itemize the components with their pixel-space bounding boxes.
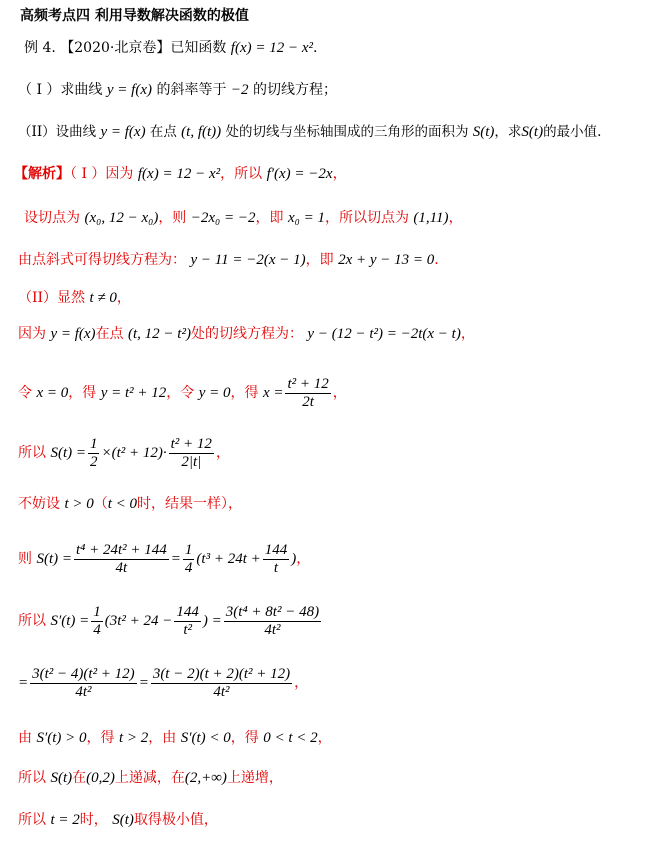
solution-text: ， [317, 730, 332, 746]
solution-text: 所以 [18, 770, 46, 786]
solution-text: ， [332, 385, 347, 401]
solution-formula: (3t² + 24 − [104, 613, 173, 629]
solution-line-5 [18, 324, 653, 344]
solution-formula: = [138, 675, 149, 691]
solution-line-11 [18, 664, 653, 702]
solution-text: ， [460, 326, 475, 342]
solution-formula: (t³ + 24t + [196, 551, 261, 567]
solution-formula: S′(t) < 0 [180, 730, 231, 746]
part2-text: 在点 [149, 124, 177, 140]
solution-text: 设切点为 [24, 210, 80, 226]
solution-formula: (t, 12 − t²) [128, 326, 191, 342]
solution-formula: ) [291, 551, 297, 567]
solution-text: 所以 [18, 445, 46, 461]
fraction [285, 376, 330, 411]
fraction-numerator: 1 [93, 603, 101, 620]
part2-text: （II）设曲线 [18, 124, 97, 140]
solution-formula: = [18, 675, 29, 691]
fraction-denominator: 2|t| [169, 453, 214, 471]
fraction-numerator: t² + 12 [287, 375, 329, 392]
part1-text: 的切线方程； [252, 82, 337, 98]
solution-text: （ I ）因为 [70, 166, 134, 182]
solution-formula: f(x) = 12 − x² [137, 166, 221, 182]
fraction-numerator: 144 [264, 541, 288, 558]
solution-formula: S(t) = [50, 445, 86, 461]
solution-formula: t = 2 [50, 812, 80, 828]
part2-formula: (t, f(t)) [181, 124, 222, 140]
solution-formula: x = [262, 385, 284, 401]
example-suffix: . [313, 40, 318, 56]
part2-formula: S(t) [521, 124, 544, 140]
solution-line-3 [18, 250, 653, 270]
fraction [88, 436, 100, 471]
solution-formula: = [170, 551, 181, 567]
solution-formula: t > 2 [118, 730, 149, 746]
solution-text: 上递减，在 [114, 770, 185, 786]
fraction-numerator: 3(t² − 4)(t² + 12) [32, 665, 135, 682]
solution-formula: y − 11 = −2(x − 1) [190, 252, 306, 268]
part1-text: 的斜率等于 [156, 82, 227, 98]
solution-text: 在点 [95, 326, 124, 342]
solution-formula: ×(t² + 12)· [101, 445, 167, 461]
solution-formula: S′(t) = [50, 613, 90, 629]
fraction [224, 604, 321, 639]
solution-text: （II）显然 [18, 290, 86, 306]
solution-text: 因为 [18, 326, 46, 342]
solution-text: ， [116, 290, 131, 306]
solution-text: ，所以 [220, 166, 263, 182]
solution-text: ， [448, 210, 463, 226]
solution-text: 时， [79, 812, 108, 828]
solution-formula: S′(t) > 0 [36, 730, 87, 746]
solution-text: 由 [18, 730, 32, 746]
solution-formula: (2,+∞) [184, 770, 227, 786]
solution-text: 时，结果一样）， [137, 496, 243, 512]
fraction [263, 542, 290, 577]
part2-formula: y = f(x) [100, 124, 146, 140]
fraction [30, 666, 137, 701]
solution-formula: (0,2) [86, 770, 115, 786]
example-formula: f(x) = 12 − x² [230, 40, 314, 56]
solution-text: . [434, 252, 439, 268]
solution-text: ， [296, 551, 311, 567]
fraction-denominator: 2t [285, 393, 330, 411]
fraction [174, 604, 201, 639]
solution-formula: y = 0 [198, 385, 231, 401]
solution-formula: (1,11) [413, 210, 449, 226]
fraction [183, 542, 195, 577]
solution-text: 上递增， [226, 770, 283, 786]
fraction-denominator: 4t² [224, 621, 321, 639]
fraction [91, 604, 103, 639]
solution-line-14 [18, 810, 653, 830]
part2-text: 的最小值. [543, 124, 602, 140]
solution-line-2 [24, 208, 653, 228]
solution-text: 处的切线方程为： [190, 326, 303, 342]
solution-formula: S(t) [50, 770, 73, 786]
solution-text: ，得 [230, 730, 259, 746]
fraction-numerator: 1 [184, 541, 193, 558]
solution-formula: 2x + y − 13 = 0 [338, 252, 435, 268]
solution-formula: x₀ = 1 [287, 210, 325, 226]
fraction-numerator: 3(t − 2)(t + 2)(t² + 12) [152, 665, 291, 682]
solution-text: ，令 [166, 385, 195, 401]
fraction-numerator: 144 [176, 603, 199, 620]
solution-formula: t ≠ 0 [89, 290, 117, 306]
solution-formula: S(t) = [36, 551, 72, 567]
fraction [169, 436, 214, 471]
solution-line-6 [18, 374, 653, 412]
fraction-denominator: 4 [93, 621, 101, 638]
part1-text: （ I ）求曲线 [18, 82, 103, 98]
fraction-denominator: 2 [89, 453, 98, 470]
solution-text: ， [215, 445, 230, 461]
solution-formula: (x₀, 12 − x₀) [84, 210, 159, 226]
fraction-numerator: t⁴ + 24t² + 144 [75, 541, 167, 558]
fraction-denominator: 4t [74, 559, 169, 577]
solution-line-10 [18, 602, 653, 640]
solution-text: ， [294, 675, 309, 691]
solution-text: ，由 [148, 730, 177, 746]
solution-formula: −2x₀ = −2 [190, 210, 256, 226]
solution-text: ，即 [305, 252, 334, 268]
solution-text: 取得极小值， [133, 812, 218, 828]
fraction [151, 666, 292, 701]
solution-formula: 0 < t < 2 [263, 730, 318, 746]
solution-text: 令 [18, 385, 32, 401]
solution-formula: ) = [202, 613, 222, 629]
solution-formula: f′(x) = −2x [266, 166, 333, 182]
solution-formula: t > 0 [64, 496, 94, 512]
solution-text: 不妨设 [18, 496, 60, 512]
solution-text: （ [93, 496, 108, 512]
solution-formula: y − (12 − t²) = −2t(x − t) [307, 326, 461, 342]
fraction-denominator: t [263, 559, 290, 577]
solution-text: 由点斜式可得切线方程为： [18, 252, 186, 268]
fraction-denominator: 4t² [151, 683, 292, 701]
solution-line-4 [18, 288, 653, 308]
fraction-numerator: t² + 12 [170, 435, 212, 452]
example-statement [24, 38, 653, 58]
solution-formula: S(t) [112, 812, 134, 828]
question-part-2 [18, 122, 653, 142]
solution-text: ，即 [255, 210, 284, 226]
fraction [74, 542, 169, 577]
solution-text: ， [332, 166, 347, 182]
fraction-numerator: 1 [89, 435, 98, 452]
solution-text: 则 [18, 551, 32, 567]
solution-line-13 [18, 768, 653, 788]
solution-text: 所以 [18, 812, 46, 828]
solution-line-9 [18, 540, 653, 578]
part1-value: −2 [230, 82, 249, 98]
section-heading: 高频考点四 利用导数解决函数的极值 [20, 8, 249, 24]
solution-label: 【解析】 [14, 166, 70, 182]
solution-formula: t < 0 [107, 496, 138, 512]
solution-text: ，得 [86, 730, 115, 746]
fraction-denominator: t² [174, 621, 201, 639]
solution-formula: x = 0 [36, 385, 69, 401]
question-part-1 [18, 80, 653, 100]
solution-text: ，得 [68, 385, 97, 401]
solution-line-1 [14, 164, 653, 184]
solution-line-12 [18, 728, 653, 748]
fraction-denominator: 4 [184, 559, 193, 576]
part1-formula: y = f(x) [106, 82, 152, 98]
part2-text: 处的切线与坐标轴围成的三角形的面积为 [225, 124, 469, 140]
part2-text: ，求 [494, 124, 522, 140]
example-prefix: 例 4. 【2020·北京卷】已知函数 [24, 40, 227, 56]
solution-line-7 [18, 434, 653, 472]
solution-formula: y = t² + 12 [100, 385, 167, 401]
solution-text: ，所以切点为 [324, 210, 409, 226]
part2-formula: S(t) [472, 124, 495, 140]
solution-text: 所以 [18, 613, 46, 629]
solution-line-8 [18, 494, 653, 514]
fraction-denominator: 4t² [30, 683, 137, 701]
solution-text: 在 [72, 770, 87, 786]
fraction-numerator: 3(t⁴ + 8t² − 48) [225, 603, 320, 620]
solution-text: ，则 [158, 210, 187, 226]
solution-formula: y = f(x) [50, 326, 96, 342]
solution-text: ，得 [230, 385, 259, 401]
